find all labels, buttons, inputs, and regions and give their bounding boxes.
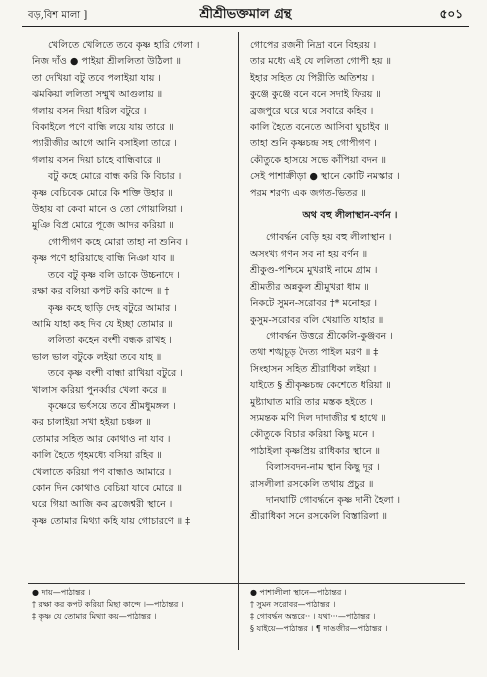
verse-line: কৌতুকে হাসয়ে সভে কাঁপিয়া বদন ॥ <box>250 154 387 166</box>
verse-line: কৌতুকে বিচার করিয়া কিছু মনে । <box>250 429 375 441</box>
verse-line: নিকটে সুমন-সরোবর †* মনোহর । <box>250 298 377 310</box>
verse-line: স্যমন্তক মণি দিল দাদাজীর শ্ব হাথে ॥ <box>250 412 386 424</box>
page-number: ৫০১ <box>439 7 463 21</box>
right-column <box>250 38 450 526</box>
verse-line: রাসলীলা রসকেলি তথায় প্রচুর ॥ <box>250 478 374 490</box>
verse-line: তবে কৃষ্ণ বংশী বান্ধা রাখিয়া বটুরে । <box>48 368 183 380</box>
verse-line: প্যারীজীর আগে আনি বসাইলা তারে । <box>32 138 177 150</box>
verse-line: কৃষ্ণ কহে ছাড়ি দেহ বটুরে আমার । <box>48 302 177 314</box>
footnote-rule <box>28 583 465 584</box>
left-column <box>32 38 222 530</box>
footnote: ● পাশালীলা স্থানে—পাঠান্তর । <box>250 588 347 597</box>
verse-line: ইহার সহিত যে পিরীতি অতিশয় । <box>250 72 375 84</box>
verse-line: দানঘাটি গোবর্দ্ধনে কৃষ্ণ দানী হৈলা । <box>266 494 401 506</box>
footnote: ‡ কৃষ্ণ যে তোমার মিথ্যা কয়—পাঠান্তর । <box>32 612 157 621</box>
verse-line: গলায় বসন দিয়া ধরিল বটুরে । <box>32 105 147 117</box>
footnote: ● দায়—পাঠান্তর । <box>32 588 91 597</box>
verse-line: গোবর্দ্ধন উত্তরে শ্রীকেলি-কুঞ্জবন । <box>266 330 393 342</box>
verse-line: কৃষ্ণেরে ভর্ৎসয়ে তবে শ্রীমধুমঙ্গল । <box>48 400 176 412</box>
footnote: § যাইয়ে—পাঠান্তর । ¶ দাঙজীর—পাঠান্তর । <box>250 624 388 633</box>
footnote: ‡ গোবর্দ্ধন অন্তরে·· । যথা···—পাঠান্তর । <box>250 612 376 621</box>
verse-line: গোবর্দ্ধন বেড়ি হয় বহু লীলাস্থান । <box>266 232 392 244</box>
verse-line: গোপের রজনী নিদ্রা বনে বিহরয় । <box>250 40 377 51</box>
book-title: শ্রীশ্রীভক্তমাল গ্রন্থ <box>199 7 292 22</box>
verse-line: তোমার সহিত আর কোথাও না যাব । <box>32 433 171 445</box>
verse-line: কালি হৈতে গৃহমধ্যে বসিয়া রহিব ॥ <box>32 450 162 462</box>
verse-line: পরম শরণ্য এক জগত-ভিতর ॥ <box>250 187 366 199</box>
verse-line: সিংহাসন সহিত শ্রীরাধিকা লইয়া । <box>250 363 377 375</box>
verse-line: ঘরে গিয়া আজি কব ব্রজেশ্বরী স্থানে । <box>32 499 173 511</box>
verse-line: কুসুম-সরোবর বলি খেয়াতি যাহার ॥ <box>250 314 384 326</box>
verse-line: খালাস করিয়া পুনর্ব্বার খেলা করে ॥ <box>32 384 167 396</box>
verse-line: বটু কহে মোরে বান্ধ করি কি বিচার । <box>48 171 182 183</box>
verse-line: তা দেখিয়া বটু তবে পলাইয়া যায় । <box>32 72 161 84</box>
verse-line: ব্রজপুরে ঘরে ঘরে সবারে কহিব । <box>250 105 374 117</box>
verse-line: তথা শঙ্খচূড় দৈত্য পাইল মরণ ॥ ‡ <box>250 347 379 359</box>
verse-line: শ্রীমতীর অন্নকুল শ্রীমুখরা ধাম ॥ <box>250 281 369 293</box>
verse-line: আমি যাহা কহ দিব যে ইচ্ছা তোমার ॥ <box>32 318 173 330</box>
page-header <box>22 4 469 27</box>
verse-line: কৃষ্ণ পণে হারিয়াছে বান্ধি নিঞা যাব ॥ <box>32 253 175 265</box>
verse-line: রক্ষা কর বলিয়া কপট করি কান্দে ॥ † <box>32 286 170 298</box>
verse-line: উহায় বা কেবা মানে ও তো গোয়ালিয়া । <box>32 204 183 216</box>
verse-line: খেলিতে খেলিতে তবে কৃষ্ণ হারি গেলা । <box>48 40 200 51</box>
verse-line: অথ বহু লীলাস্থান-বর্ণন । <box>302 210 398 222</box>
verse-line: তার মধ্যে এই যে ললিতা গোপী হয় ॥ <box>250 56 392 68</box>
verse-line: কর চালাইয়া সখা হইয়া চঞ্চল ॥ <box>32 417 151 429</box>
verse-line: কৃষ্ণ তোমার মিথ্যা কহি যায় গোচারণে ॥ ‡ <box>32 515 191 527</box>
verse-line: গলায় বসন দিয়া চাহে বান্ধিবারে ॥ <box>32 154 161 166</box>
verse-line: শ্রীকুণ্ড-পশ্চিমে মুখরাই নামে গ্রাম । <box>250 265 378 277</box>
verse-line: যাইতে § শ্রীকৃষ্ণচন্দ্র কেশেতে ধরিয়া ॥ <box>250 380 391 392</box>
verse-line: তাহা শুনি কৃষ্ণচন্দ্র সহ গোপীগণ । <box>250 138 377 150</box>
footnote: † সুমন সরোবর—পাঠান্তর । <box>250 600 336 609</box>
verse-line: মুষ্ট্যাঘাত মারি তার মস্তক হইতে । <box>250 396 373 408</box>
verse-line: সেই পাশাক্রীড়া ● স্থানে কোটি নমস্কার । <box>250 171 400 183</box>
verse-line: পাঠাইলা কৃষ্ণপ্রিয় রাধিকার স্থানে ॥ <box>250 445 381 457</box>
footnotes-right <box>250 587 460 635</box>
verse-line: কৃষ্ণ বেচিবেক মোরে কি শক্তি উহার ॥ <box>32 187 173 199</box>
verse-line: তবে বটু কৃষ্ণ বলি ডাকে উচ্চনাদে । <box>48 269 180 281</box>
verse-line: শ্রীরাধিকা সনে রসকেলি বিস্তারিলা ॥ <box>250 511 387 523</box>
footnote: † রক্ষা কর কপট করিয়া মিছা কান্দে ।—পাঠান্তর । <box>32 600 184 609</box>
verse-line: বিকাইলে পণে বান্ধি লয়ে যায় তারে ॥ <box>32 122 174 134</box>
verse-line: গোপীগণ কহে মোরা তাহা না শুনিব । <box>48 236 189 248</box>
verse-line: ভাল ভাল বটুকে লইয়া তবে যাহ ॥ <box>32 351 162 363</box>
verse-line: কোন দিন কোথাও বেচিয়া যাবে মোরে ॥ <box>32 482 183 494</box>
footnotes-left <box>32 587 227 623</box>
verse-line: কালি হৈতে বনেতে আসিবা ঘুচাইব ॥ <box>250 122 389 134</box>
verse-line: কুঞ্জে কুঞ্জে বনে বনে সদাই ফিরয় ॥ <box>250 89 381 101</box>
header-section-label: বড়,বিশ মালা ] <box>28 10 88 21</box>
verse-line: ললিতা কহেন বংশী বন্ধক রাখহ । <box>48 335 172 347</box>
verse-line: অসংখ্য গণন সব না হয় বর্ণন ॥ <box>250 248 368 260</box>
verse-line: বিলাসবদন-নাম স্থান কিছু দূর । <box>266 462 380 474</box>
verse-line: ঝমকিয়া ললিতা সম্মুখ আগুলায় ॥ <box>32 89 163 101</box>
verse-line: মুঞি বিপ্র মোরে পূজে আদর করিয়া ॥ <box>32 220 174 232</box>
column-divider <box>238 32 239 650</box>
verse-line: খেলাতে করিয়া পণ বান্ধাও আমারে । <box>32 466 172 478</box>
verse-line: নিজ দাঁও ● পাইয়া শ্রীললিতা উঠিলা ॥ <box>32 56 182 68</box>
